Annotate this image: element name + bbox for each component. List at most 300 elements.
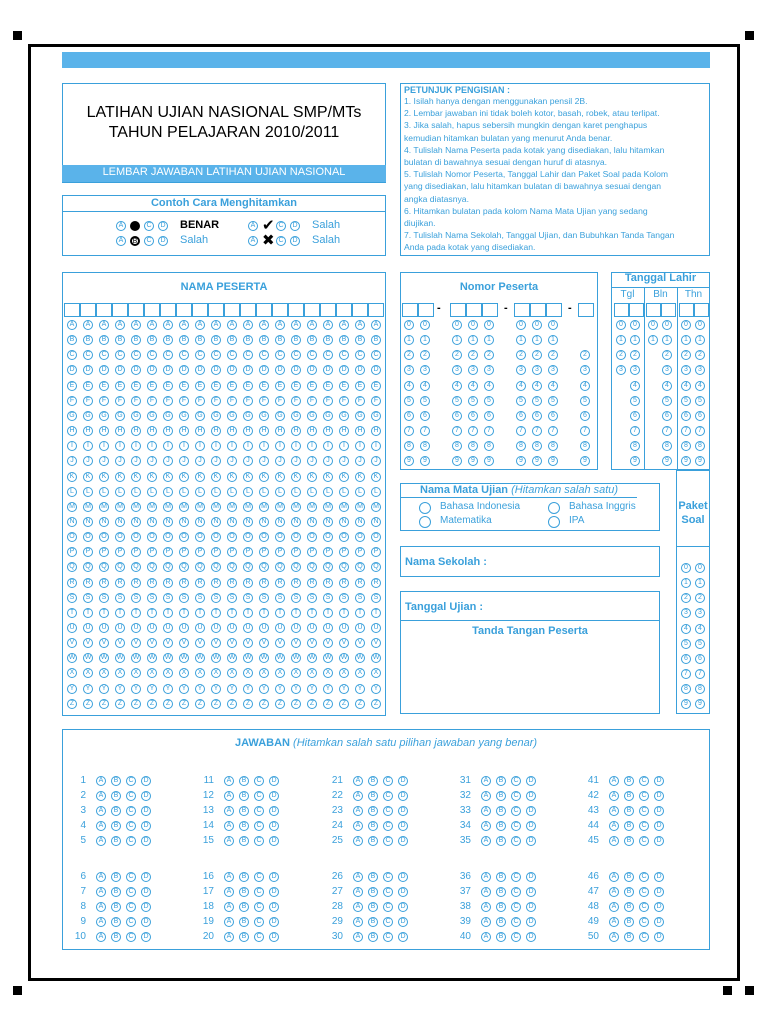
answer-bubble[interactable]: C	[126, 902, 136, 912]
answer-bubble[interactable]: B	[239, 791, 249, 801]
name-bubble[interactable]: N	[355, 517, 365, 527]
name-bubble[interactable]: I	[179, 441, 189, 451]
nomor-bubble[interactable]: 8	[532, 441, 542, 451]
name-bubble[interactable]: C	[147, 350, 157, 360]
answer-bubble[interactable]: C	[126, 932, 136, 942]
name-bubble[interactable]: T	[163, 608, 173, 618]
answer-bubble[interactable]: D	[141, 806, 151, 816]
name-bubble[interactable]: L	[131, 487, 141, 497]
answer-bubble[interactable]: D	[269, 791, 279, 801]
answer-bubble[interactable]: B	[624, 917, 634, 927]
name-bubble[interactable]: P	[339, 547, 349, 557]
answer-bubble[interactable]: C	[254, 806, 264, 816]
answer-bubble[interactable]: C	[639, 917, 649, 927]
name-bubble[interactable]: H	[131, 426, 141, 436]
name-bubble[interactable]: M	[243, 502, 253, 512]
name-bubble[interactable]: Y	[291, 684, 301, 694]
name-bubble[interactable]: O	[99, 532, 109, 542]
name-bubble[interactable]: I	[307, 441, 317, 451]
name-bubble[interactable]: G	[259, 411, 269, 421]
name-bubble[interactable]: O	[371, 532, 381, 542]
name-bubble[interactable]: B	[371, 335, 381, 345]
name-bubble[interactable]: Q	[227, 562, 237, 572]
answer-bubble[interactable]: B	[111, 917, 121, 927]
name-bubble[interactable]: E	[259, 381, 269, 391]
name-bubble[interactable]: Q	[147, 562, 157, 572]
name-bubble[interactable]: L	[115, 487, 125, 497]
name-bubble[interactable]: U	[339, 623, 349, 633]
name-bubble[interactable]: Z	[323, 699, 333, 709]
name-bubble[interactable]: S	[83, 593, 93, 603]
name-bubble[interactable]: N	[115, 517, 125, 527]
name-bubble[interactable]: L	[275, 487, 285, 497]
name-bubble[interactable]: C	[307, 350, 317, 360]
name-bubble[interactable]: D	[307, 365, 317, 375]
name-bubble[interactable]: O	[275, 532, 285, 542]
answer-bubble[interactable]: A	[224, 902, 234, 912]
nomor-bubble[interactable]: 9	[580, 456, 590, 466]
nomor-bubble[interactable]: 2	[420, 350, 430, 360]
name-bubble[interactable]: J	[147, 456, 157, 466]
name-bubble[interactable]: V	[291, 638, 301, 648]
nomor-bubble[interactable]: 4	[452, 381, 462, 391]
name-bubble[interactable]: S	[67, 593, 77, 603]
name-bubble[interactable]: W	[84, 654, 92, 662]
tanggal-bubble[interactable]: 5	[662, 396, 672, 406]
tanggal-bubble[interactable]: 3	[695, 365, 705, 375]
name-bubble[interactable]: X	[99, 668, 109, 678]
nomor-bubble[interactable]: 1	[452, 335, 462, 345]
answer-bubble[interactable]: A	[353, 821, 363, 831]
tanggal-bubble[interactable]: 5	[630, 396, 640, 406]
name-bubble[interactable]: W	[100, 654, 108, 662]
name-bubble[interactable]: V	[83, 638, 93, 648]
tanggal-bubble[interactable]: 7	[662, 426, 672, 436]
name-bubble[interactable]: F	[371, 396, 381, 406]
name-bubble[interactable]: H	[163, 426, 173, 436]
name-bubble[interactable]: X	[67, 668, 77, 678]
name-bubble[interactable]: V	[339, 638, 349, 648]
answer-bubble[interactable]: B	[624, 791, 634, 801]
answer-bubble[interactable]: A	[224, 932, 234, 942]
answer-bubble[interactable]: C	[254, 791, 264, 801]
name-bubble[interactable]: B	[259, 335, 269, 345]
name-bubble[interactable]: I	[259, 441, 269, 451]
tanggal-bubble[interactable]: 4	[630, 381, 640, 391]
nomor-bubble[interactable]: 4	[404, 381, 414, 391]
tanggal-digit-box[interactable]	[660, 303, 676, 317]
name-bubble[interactable]: J	[195, 456, 205, 466]
nomor-bubble[interactable]: 7	[484, 426, 494, 436]
answer-bubble[interactable]: A	[609, 932, 619, 942]
name-bubble[interactable]: Z	[355, 699, 365, 709]
answer-bubble[interactable]: B	[368, 932, 378, 942]
answer-bubble[interactable]: B	[496, 887, 506, 897]
name-bubble[interactable]: N	[323, 517, 333, 527]
answer-bubble[interactable]: A	[353, 932, 363, 942]
name-bubble[interactable]: F	[131, 396, 141, 406]
nomor-bubble[interactable]: 7	[468, 426, 478, 436]
name-bubble[interactable]: P	[259, 547, 269, 557]
name-bubble[interactable]: S	[259, 593, 269, 603]
name-bubble[interactable]: E	[163, 381, 173, 391]
name-bubble[interactable]: A	[115, 320, 125, 330]
name-bubble[interactable]: A	[211, 320, 221, 330]
name-bubble[interactable]: X	[83, 668, 93, 678]
name-bubble[interactable]: A	[163, 320, 173, 330]
nomor-bubble[interactable]: 8	[420, 441, 430, 451]
answer-bubble[interactable]: B	[111, 836, 121, 846]
name-bubble[interactable]: F	[67, 396, 77, 406]
name-bubble[interactable]: Z	[163, 699, 173, 709]
name-bubble[interactable]: S	[115, 593, 125, 603]
nomor-bubble[interactable]: 8	[516, 441, 526, 451]
answer-bubble[interactable]: D	[269, 887, 279, 897]
answer-bubble[interactable]: A	[224, 776, 234, 786]
name-bubble[interactable]: Q	[195, 562, 205, 572]
name-bubble[interactable]: U	[131, 623, 141, 633]
name-bubble[interactable]: K	[67, 472, 77, 482]
name-bubble[interactable]: V	[195, 638, 205, 648]
name-bubble[interactable]: W	[148, 654, 156, 662]
tanggal-bubble[interactable]: 1	[648, 335, 658, 345]
name-bubble[interactable]: F	[227, 396, 237, 406]
tanggal-bubble[interactable]: 1	[681, 335, 691, 345]
answer-bubble[interactable]: C	[383, 821, 393, 831]
name-bubble[interactable]: G	[195, 411, 205, 421]
nomor-bubble[interactable]: 5	[452, 396, 462, 406]
answer-bubble[interactable]: D	[654, 836, 664, 846]
tanggal-digit-box[interactable]	[628, 303, 644, 317]
name-bubble[interactable]: A	[307, 320, 317, 330]
name-bubble[interactable]: S	[163, 593, 173, 603]
name-bubble[interactable]: Z	[227, 699, 237, 709]
name-bubble[interactable]: T	[339, 608, 349, 618]
name-bubble[interactable]: Q	[163, 562, 173, 572]
name-bubble[interactable]: K	[211, 472, 221, 482]
name-bubble[interactable]: U	[291, 623, 301, 633]
paket-bubble[interactable]: 6	[681, 654, 691, 664]
name-bubble[interactable]: Q	[99, 562, 109, 572]
tanggal-digit-box[interactable]	[693, 303, 709, 317]
name-bubble[interactable]: Z	[179, 699, 189, 709]
name-bubble[interactable]: S	[323, 593, 333, 603]
name-bubble[interactable]: Q	[371, 562, 381, 572]
name-letter-box[interactable]	[256, 303, 272, 317]
nomor-bubble[interactable]: 1	[404, 335, 414, 345]
answer-bubble[interactable]: D	[526, 917, 536, 927]
name-bubble[interactable]: K	[355, 472, 365, 482]
name-bubble[interactable]: A	[243, 320, 253, 330]
answer-bubble[interactable]: A	[609, 887, 619, 897]
name-bubble[interactable]: R	[99, 578, 109, 588]
answer-bubble[interactable]: B	[496, 917, 506, 927]
name-bubble[interactable]: L	[323, 487, 333, 497]
name-bubble[interactable]: A	[291, 320, 301, 330]
name-bubble[interactable]: O	[259, 532, 269, 542]
name-bubble[interactable]: K	[259, 472, 269, 482]
paket-bubble[interactable]: 5	[695, 639, 705, 649]
name-bubble[interactable]: U	[355, 623, 365, 633]
name-bubble[interactable]: H	[307, 426, 317, 436]
name-bubble[interactable]: R	[163, 578, 173, 588]
answer-bubble[interactable]: B	[239, 872, 249, 882]
name-bubble[interactable]: F	[163, 396, 173, 406]
nomor-bubble[interactable]: 0	[452, 320, 462, 330]
nomor-digit-box[interactable]	[514, 303, 530, 317]
name-bubble[interactable]: B	[291, 335, 301, 345]
answer-bubble[interactable]: A	[96, 902, 106, 912]
name-bubble[interactable]: G	[291, 411, 301, 421]
name-bubble[interactable]: Z	[275, 699, 285, 709]
name-bubble[interactable]: T	[323, 608, 333, 618]
name-bubble[interactable]: H	[227, 426, 237, 436]
name-bubble[interactable]: G	[227, 411, 237, 421]
name-bubble[interactable]: W	[244, 654, 252, 662]
paket-bubble[interactable]: 9	[681, 699, 691, 709]
name-bubble[interactable]: S	[307, 593, 317, 603]
name-bubble[interactable]: M	[211, 502, 221, 512]
name-bubble[interactable]: Y	[147, 684, 157, 694]
name-bubble[interactable]: W	[68, 654, 76, 662]
name-bubble[interactable]: Q	[179, 562, 189, 572]
answer-bubble[interactable]: C	[383, 776, 393, 786]
name-bubble[interactable]: F	[115, 396, 125, 406]
answer-bubble[interactable]: C	[383, 887, 393, 897]
nomor-bubble[interactable]: 9	[452, 456, 462, 466]
name-bubble[interactable]: B	[115, 335, 125, 345]
name-bubble[interactable]: U	[227, 623, 237, 633]
paket-bubble[interactable]: 4	[695, 624, 705, 634]
name-bubble[interactable]: X	[371, 668, 381, 678]
nomor-bubble[interactable]: 0	[484, 320, 494, 330]
name-bubble[interactable]: B	[147, 335, 157, 345]
name-bubble[interactable]: M	[179, 502, 189, 512]
name-bubble[interactable]: T	[355, 608, 365, 618]
nomor-bubble[interactable]: 2	[548, 350, 558, 360]
name-bubble[interactable]: R	[147, 578, 157, 588]
name-bubble[interactable]: H	[371, 426, 381, 436]
name-bubble[interactable]: G	[99, 411, 109, 421]
answer-bubble[interactable]: A	[481, 917, 491, 927]
name-bubble[interactable]: K	[275, 472, 285, 482]
name-bubble[interactable]: K	[195, 472, 205, 482]
nomor-bubble[interactable]: 8	[452, 441, 462, 451]
name-bubble[interactable]: I	[243, 441, 253, 451]
name-bubble[interactable]: Y	[275, 684, 285, 694]
answer-bubble[interactable]: B	[111, 872, 121, 882]
name-bubble[interactable]: F	[355, 396, 365, 406]
name-letter-box[interactable]	[160, 303, 176, 317]
name-bubble[interactable]: A	[323, 320, 333, 330]
name-bubble[interactable]: B	[83, 335, 93, 345]
name-bubble[interactable]: X	[355, 668, 365, 678]
name-bubble[interactable]: E	[211, 381, 221, 391]
answer-bubble[interactable]: D	[526, 776, 536, 786]
nomor-bubble[interactable]: 7	[548, 426, 558, 436]
name-bubble[interactable]: Q	[291, 562, 301, 572]
nomor-digit-box[interactable]	[402, 303, 418, 317]
name-bubble[interactable]: O	[307, 532, 317, 542]
nomor-bubble[interactable]: 1	[548, 335, 558, 345]
nomor-bubble[interactable]: 6	[532, 411, 542, 421]
name-bubble[interactable]: I	[195, 441, 205, 451]
answer-bubble[interactable]: B	[111, 932, 121, 942]
name-bubble[interactable]: V	[163, 638, 173, 648]
name-bubble[interactable]: T	[243, 608, 253, 618]
name-bubble[interactable]: M	[67, 502, 77, 512]
name-bubble[interactable]: G	[131, 411, 141, 421]
name-bubble[interactable]: L	[147, 487, 157, 497]
name-bubble[interactable]: T	[195, 608, 205, 618]
name-bubble[interactable]: Z	[99, 699, 109, 709]
name-bubble[interactable]: W	[276, 654, 284, 662]
answer-bubble[interactable]: C	[126, 806, 136, 816]
name-bubble[interactable]: V	[323, 638, 333, 648]
name-bubble[interactable]: F	[179, 396, 189, 406]
name-letter-box[interactable]	[224, 303, 240, 317]
nomor-bubble[interactable]: 1	[420, 335, 430, 345]
name-bubble[interactable]: O	[211, 532, 221, 542]
tanggal-bubble[interactable]: 1	[616, 335, 626, 345]
name-bubble[interactable]: L	[243, 487, 253, 497]
nomor-bubble[interactable]: 5	[468, 396, 478, 406]
nomor-bubble[interactable]: 1	[532, 335, 542, 345]
name-bubble[interactable]: R	[307, 578, 317, 588]
name-bubble[interactable]: F	[323, 396, 333, 406]
name-bubble[interactable]: R	[115, 578, 125, 588]
name-bubble[interactable]: R	[83, 578, 93, 588]
name-bubble[interactable]: W	[356, 654, 364, 662]
answer-bubble[interactable]: B	[239, 887, 249, 897]
name-bubble[interactable]: E	[291, 381, 301, 391]
name-bubble[interactable]: R	[211, 578, 221, 588]
name-bubble[interactable]: N	[211, 517, 221, 527]
nomor-bubble[interactable]: 3	[484, 365, 494, 375]
name-bubble[interactable]: Z	[307, 699, 317, 709]
name-bubble[interactable]: Q	[211, 562, 221, 572]
answer-bubble[interactable]: A	[609, 776, 619, 786]
name-bubble[interactable]: Z	[115, 699, 125, 709]
name-bubble[interactable]: Z	[195, 699, 205, 709]
name-bubble[interactable]: B	[243, 335, 253, 345]
name-bubble[interactable]: Y	[339, 684, 349, 694]
answer-bubble[interactable]: B	[496, 932, 506, 942]
nomor-bubble[interactable]: 7	[420, 426, 430, 436]
tanggal-bubble[interactable]: 6	[695, 411, 705, 421]
answer-bubble[interactable]: C	[639, 902, 649, 912]
answer-bubble[interactable]: A	[481, 806, 491, 816]
name-bubble[interactable]: N	[371, 517, 381, 527]
tanggal-bubble[interactable]: 9	[681, 456, 691, 466]
answer-bubble[interactable]: A	[96, 776, 106, 786]
answer-bubble[interactable]: A	[96, 791, 106, 801]
nomor-bubble[interactable]: 3	[420, 365, 430, 375]
name-bubble[interactable]: R	[355, 578, 365, 588]
tanggal-bubble[interactable]: 7	[630, 426, 640, 436]
answer-bubble[interactable]: D	[526, 872, 536, 882]
name-bubble[interactable]: R	[67, 578, 77, 588]
name-bubble[interactable]: E	[147, 381, 157, 391]
name-bubble[interactable]: O	[67, 532, 77, 542]
name-bubble[interactable]: P	[323, 547, 333, 557]
answer-bubble[interactable]: B	[624, 806, 634, 816]
name-bubble[interactable]: J	[211, 456, 221, 466]
name-bubble[interactable]: P	[131, 547, 141, 557]
name-bubble[interactable]: E	[115, 381, 125, 391]
name-letter-box[interactable]	[320, 303, 336, 317]
nomor-bubble[interactable]: 3	[532, 365, 542, 375]
name-letter-box[interactable]	[96, 303, 112, 317]
name-bubble[interactable]: X	[179, 668, 189, 678]
nomor-bubble[interactable]: 9	[548, 456, 558, 466]
name-bubble[interactable]: H	[339, 426, 349, 436]
name-bubble[interactable]: D	[339, 365, 349, 375]
nomor-bubble[interactable]: 8	[580, 441, 590, 451]
name-bubble[interactable]: R	[275, 578, 285, 588]
name-letter-box[interactable]	[144, 303, 160, 317]
name-letter-box[interactable]	[288, 303, 304, 317]
name-bubble[interactable]: B	[67, 335, 77, 345]
name-bubble[interactable]: Q	[323, 562, 333, 572]
name-bubble[interactable]: M	[227, 502, 237, 512]
name-bubble[interactable]: S	[179, 593, 189, 603]
answer-bubble[interactable]: A	[353, 776, 363, 786]
name-bubble[interactable]: F	[275, 396, 285, 406]
name-bubble[interactable]: D	[227, 365, 237, 375]
name-bubble[interactable]: K	[323, 472, 333, 482]
nomor-bubble[interactable]: 9	[468, 456, 478, 466]
answer-bubble[interactable]: D	[141, 872, 151, 882]
answer-bubble[interactable]: B	[624, 887, 634, 897]
name-bubble[interactable]: T	[227, 608, 237, 618]
nomor-bubble[interactable]: 9	[516, 456, 526, 466]
nomor-bubble[interactable]: 0	[548, 320, 558, 330]
answer-bubble[interactable]: C	[126, 872, 136, 882]
answer-bubble[interactable]: B	[239, 836, 249, 846]
answer-bubble[interactable]: B	[368, 902, 378, 912]
answer-bubble[interactable]: D	[654, 806, 664, 816]
answer-bubble[interactable]: B	[624, 932, 634, 942]
answer-bubble[interactable]: D	[141, 902, 151, 912]
answer-bubble[interactable]: C	[511, 821, 521, 831]
name-bubble[interactable]: C	[275, 350, 285, 360]
name-bubble[interactable]: Z	[67, 699, 77, 709]
name-bubble[interactable]: Q	[339, 562, 349, 572]
answer-bubble[interactable]: D	[141, 836, 151, 846]
nomor-bubble[interactable]: 8	[548, 441, 558, 451]
nomor-bubble[interactable]: 5	[404, 396, 414, 406]
tanggal-bubble[interactable]: 7	[695, 426, 705, 436]
answer-bubble[interactable]: A	[224, 791, 234, 801]
answer-bubble[interactable]: A	[224, 917, 234, 927]
answer-bubble[interactable]: B	[239, 917, 249, 927]
tanggal-bubble[interactable]: 0	[681, 320, 691, 330]
answer-bubble[interactable]: D	[654, 917, 664, 927]
name-bubble[interactable]: I	[339, 441, 349, 451]
answer-bubble[interactable]: C	[254, 887, 264, 897]
name-bubble[interactable]: J	[259, 456, 269, 466]
tanggal-bubble[interactable]: 8	[695, 441, 705, 451]
answer-bubble[interactable]: A	[224, 887, 234, 897]
name-bubble[interactable]: E	[67, 381, 77, 391]
nomor-bubble[interactable]: 6	[516, 411, 526, 421]
name-bubble[interactable]: C	[339, 350, 349, 360]
name-bubble[interactable]: E	[83, 381, 93, 391]
answer-bubble[interactable]: A	[481, 776, 491, 786]
paket-bubble[interactable]: 6	[695, 654, 705, 664]
nomor-bubble[interactable]: 4	[516, 381, 526, 391]
